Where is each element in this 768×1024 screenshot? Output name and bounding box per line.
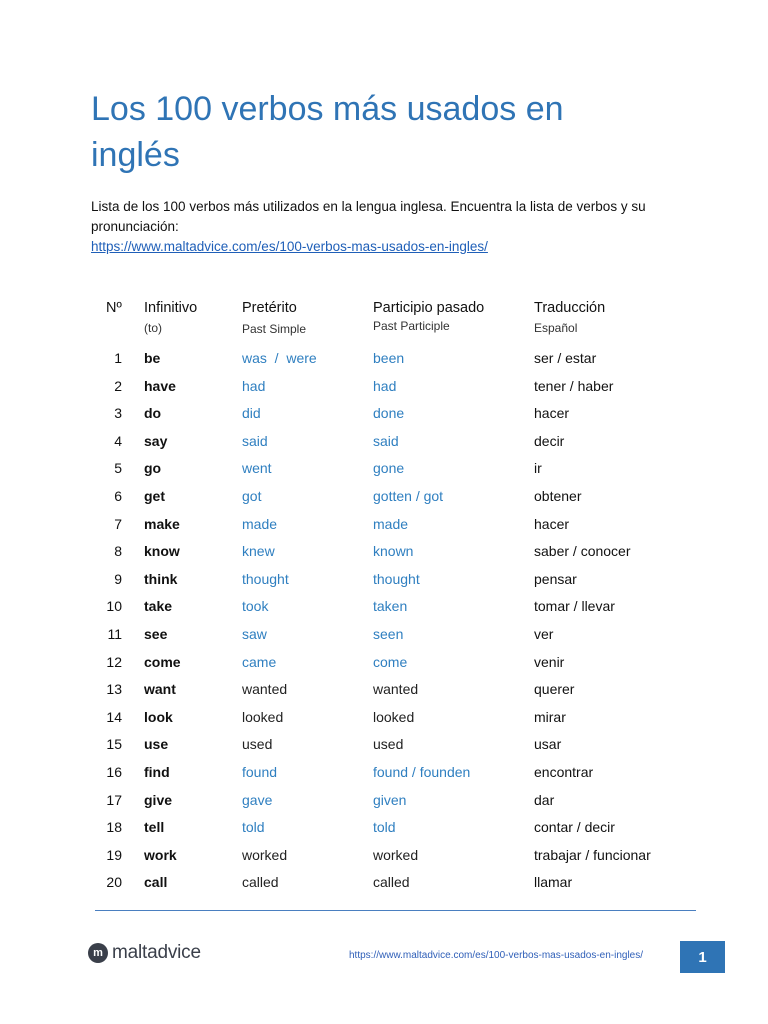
table-row (0, 652, 768, 679)
header-translation: Traducción (534, 300, 606, 316)
verb-participle: been (373, 350, 405, 366)
verb-number: 10 (106, 598, 122, 615)
verb-translation: llamar (534, 874, 573, 891)
table-row (0, 458, 768, 485)
verb-preterite: gave (242, 791, 273, 808)
verb-participle: gone (373, 460, 405, 477)
verb-infinitive: work (144, 846, 177, 863)
verb-translation: dar (534, 791, 555, 808)
verb-infinitive: find (144, 764, 170, 780)
verb-infinitive: get (144, 488, 165, 504)
maltadvice-logo (88, 941, 201, 965)
verb-translation: mirar (534, 708, 566, 725)
header-participle-sub: Past Participle (373, 319, 450, 333)
header-preterite-sub: Past Simple (242, 322, 307, 336)
verb-translation: tener / haber (534, 377, 614, 394)
table-header (0, 300, 768, 340)
verb-number: 20 (106, 874, 122, 891)
footer-url[interactable]: https://www.maltadvice.com/es/100-verbos-mas-usados-en-ingles/ (349, 950, 644, 961)
verb-translation: usar (534, 736, 562, 753)
verb-infinitive: be (144, 350, 161, 366)
verb-translation: encontrar (534, 764, 594, 780)
verb-preterite: went (242, 460, 272, 477)
verb-preterite: worked (242, 846, 288, 863)
verb-participle: looked (373, 708, 415, 725)
verb-preterite: got (242, 488, 262, 504)
verb-participle: told (373, 819, 396, 836)
verb-number: 17 (106, 791, 122, 808)
verb-preterite: used (242, 736, 273, 753)
header-num: Nº (106, 300, 122, 316)
verb-number: 14 (106, 708, 122, 725)
verb-number: 9 (114, 570, 122, 587)
verb-translation: ser / estar (534, 350, 597, 366)
table-row (0, 486, 768, 513)
verb-participle: gotten / got (373, 488, 444, 504)
verb-translation: pensar (534, 570, 577, 587)
verb-infinitive: take (144, 598, 173, 615)
footer-divider (95, 910, 696, 911)
verb-infinitive: tell (144, 819, 165, 836)
verb-preterite: did (242, 405, 261, 422)
page-title: Los 100 verbos más usados en inglés (91, 90, 564, 174)
verb-infinitive: think (144, 570, 178, 587)
table-row (0, 403, 768, 430)
verb-infinitive: say (144, 432, 168, 449)
header-infinitive: Infinitivo (144, 300, 198, 316)
verb-participle: seen (373, 626, 404, 642)
verb-participle: made (373, 515, 409, 532)
verb-number: 11 (107, 626, 122, 642)
verb-number: 16 (106, 764, 122, 780)
header-infinitive-sub: (to) (144, 321, 162, 335)
verb-preterite: told (242, 819, 265, 836)
verb-infinitive: go (144, 460, 162, 477)
verb-number: 6 (114, 488, 122, 504)
table-row (0, 872, 768, 899)
verb-infinitive: give (144, 791, 173, 808)
header-participle: Participio pasado (373, 300, 485, 316)
verb-number: 19 (106, 846, 122, 863)
table-row (0, 707, 768, 734)
verb-translation: venir (534, 653, 565, 670)
logo-icon: m (88, 943, 108, 963)
verb-translation: ir (534, 460, 542, 477)
verb-participle: come (373, 653, 408, 670)
table-row (0, 624, 768, 651)
verb-infinitive: call (144, 874, 168, 891)
verb-translation: tomar / llevar (534, 598, 615, 615)
verb-number: 4 (114, 432, 122, 449)
verb-preterite: knew (242, 543, 275, 560)
verb-infinitive: see (144, 626, 168, 642)
verb-translation: hacer (534, 405, 570, 422)
intro-text: Lista de los 100 verbos más utilizados en la lengua inglesa. Encuentra la lista de verbos y su pronunciación: (91, 199, 646, 234)
verb-number: 8 (114, 543, 122, 560)
verb-participle: thought (373, 570, 420, 587)
verb-number: 15 (106, 736, 122, 753)
verb-preterite: saw (242, 626, 267, 642)
verb-preterite: had (242, 377, 266, 394)
verb-translation: obtener (534, 488, 582, 504)
verb-number: 5 (114, 460, 122, 477)
verb-translation: ver (534, 626, 554, 642)
verb-infinitive: look (144, 708, 173, 725)
verb-participle: found / founden (373, 764, 471, 780)
verb-number: 7 (114, 515, 122, 532)
table-row (0, 596, 768, 623)
verb-preterite: was / were (242, 350, 317, 366)
table-row (0, 762, 768, 789)
verb-infinitive: do (144, 405, 162, 422)
verb-preterite: came (242, 653, 277, 670)
verb-translation: trabajar / funcionar (534, 846, 651, 863)
verb-preterite: made (242, 515, 278, 532)
verb-number: 13 (106, 681, 122, 698)
verb-participle: used (373, 736, 404, 753)
verb-infinitive: have (144, 377, 176, 394)
verb-translation: querer (534, 681, 575, 698)
table-row (0, 376, 768, 403)
verb-participle: said (373, 432, 399, 449)
verb-infinitive: want (144, 681, 176, 698)
verb-translation: saber / conocer (534, 543, 631, 560)
verb-participle: wanted (373, 681, 419, 698)
table-row (0, 734, 768, 761)
table-row (0, 817, 768, 844)
verb-infinitive: come (144, 653, 181, 670)
table-row (0, 569, 768, 596)
page-number: 1 (680, 941, 725, 973)
logo-text: maltadvice (112, 942, 201, 963)
verb-number: 1 (114, 350, 122, 366)
verb-preterite: wanted (242, 681, 288, 698)
verb-preterite: looked (242, 708, 284, 725)
verb-number: 18 (106, 819, 122, 836)
verb-preterite: called (242, 874, 279, 891)
verb-preterite: thought (242, 570, 289, 587)
verb-number: 12 (106, 653, 122, 670)
header-preterite: Pretérito (242, 300, 297, 316)
table-row (0, 514, 768, 541)
verb-participle: known (373, 543, 414, 560)
header-translation-sub: Español (534, 321, 578, 335)
table-row (0, 431, 768, 458)
verb-number: 2 (114, 377, 122, 394)
table-row (0, 790, 768, 817)
verb-participle: worked (373, 846, 419, 863)
verb-infinitive: know (144, 543, 180, 560)
verb-translation: hacer (534, 515, 570, 532)
verb-number: 3 (114, 405, 122, 422)
verb-participle: had (373, 377, 397, 394)
verb-participle: taken (373, 598, 408, 615)
verb-translation: decir (534, 432, 565, 449)
intro-link[interactable]: https://www.maltadvice.com/es/100-verbos-mas-usados-en-ingles/ (91, 239, 488, 254)
table-row (0, 679, 768, 706)
table-row (0, 541, 768, 568)
intro-paragraph (91, 197, 691, 257)
verb-preterite: said (242, 432, 268, 449)
table-row (0, 845, 768, 872)
table-row (0, 348, 768, 375)
verb-participle: called (373, 874, 410, 891)
verb-translation: contar / decir (534, 819, 615, 836)
verb-participle: done (373, 405, 405, 422)
verb-participle: given (373, 791, 407, 808)
verb-infinitive: make (144, 515, 180, 532)
verb-preterite: took (242, 598, 269, 615)
verb-preterite: found (242, 764, 278, 780)
verb-infinitive: use (144, 736, 169, 753)
